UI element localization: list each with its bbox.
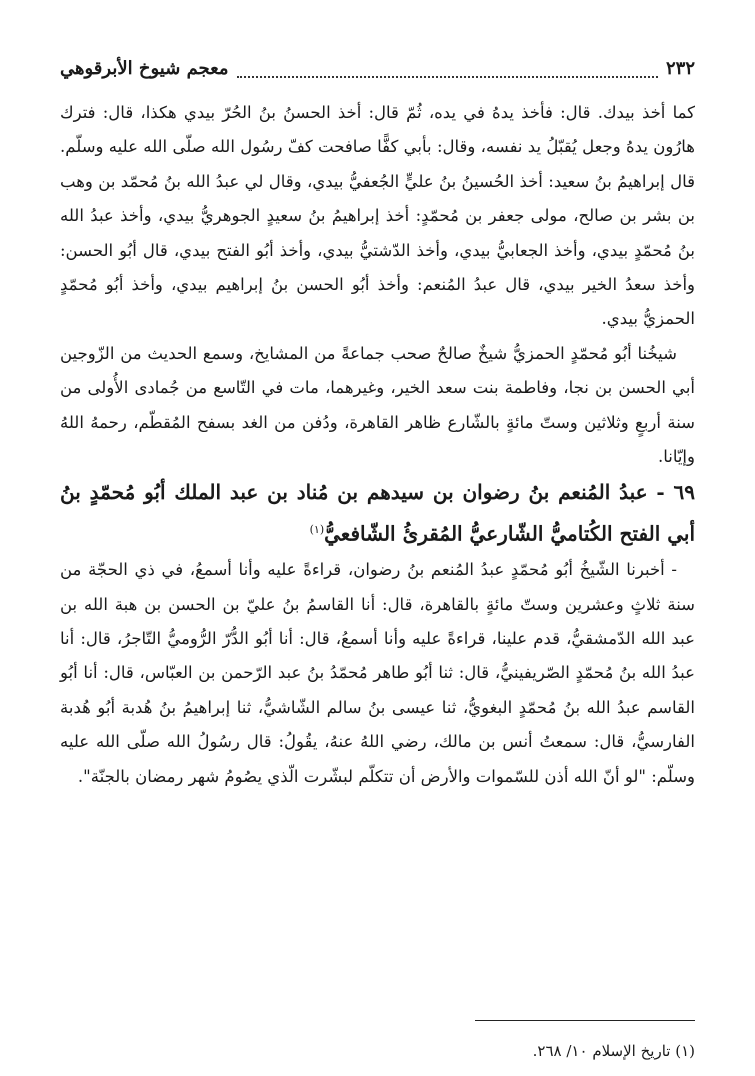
- running-title: معجم شيوخ الأبرقوهي: [60, 58, 229, 79]
- body-paragraph-3: - أخبرنا الشّيخُ أبُو مُحمّدٍ عبدُ المُنعم بنُ رضوان، قراءةً عليه وأنا أسمعُ، في ذي الحجّة من سنة ثلاثٍ وعشرين وستّ مائةٍ بالقاهرة، قال: أنا القاسمُ بنُ عليّ بن الحسن بن هبة الله بن عبد الله الدّمشقيُّ، قدم علينا، قراءةً عليه وأنا أسمعُ، قال: أنا أبُو الدُّرّ الرُّوميُّ التّاجرُ، قال: أنا عبدُ الله بنُ مُحمّدٍ الصّريفينيُّ، قال: ثنا أبُو طاهر مُحمّدُ بنُ عبد الرّحمن بن العبّاس، قال: أنا أبُو القاسم عبدُ الله بنُ مُحمّدٍ البغويُّ، ثنا عيسى بنُ سالم الشّاشيُّ، ثنا إبراهيمُ بنُ هُدبة أبُو هُدبة الفارسيُّ، قال: سمعتُ أنس بن مالك، رضي اللهُ عنهُ، يقُولُ: قال رسُولُ الله صلّى الله عليه وسلّم: "لو أنّ الله أذن للسّموات والأرض أن تتكلّم لبشّرت الّذي يصُومُ شهر رمضان بالجنّة".: [60, 560, 695, 786]
- footnote-marker: (١): [309, 523, 325, 537]
- page-header: [60, 52, 695, 86]
- page-number: ٢٣٢: [665, 58, 695, 79]
- footnote-divider: [475, 1020, 695, 1021]
- page-body: [60, 96, 695, 794]
- footnote: (١) تاريخ الإسلام ١٠/ ٢٦٨.: [532, 1042, 695, 1060]
- body-paragraph-1: كما أخذ بيدك. قال: فأخذ يدهُ في يده، ثُمّ قال: أخذ الحسنُ بنُ الحُرّ بيدي هكذا، قال: فترك هارُون يدهُ وجعل يُقبّلُ يد نفسه، وقال: بأبي كفًّا صافحت كفّ رسُول الله صلّى الله عليه وسلّم. قال إبراهيمُ بنُ سعيد: أخذ الحُسينُ بنُ عليٍّ الجُعفيُّ بيدي، وقال لي عبدُ الله بنُ مُحمّد بن وهب بن بشر بن صالح، مولى جعفر بن مُحمّدٍ: أخذ إبراهيمُ بنُ سعيدٍ الجوهريُّ بيدي، وأخذ عبدُ الله بنُ مُحمّدٍ بيدي، وأخذ الجعابيُّ بيدي، وأخذ الدّشتيُّ بيدي، وأخذ أبُو الفتح بيدي، قال أبُو الحسن: وأخذ سعدُ الخير بيدي، قال عبدُ المُنعم: وأخذ أبُو الحسن بنُ إبراهيم بيدي، وأخذ أبُو مُحمّدٍ الحمزيُّ بيدي.: [60, 103, 695, 329]
- body-paragraph-2: شيخُنا أبُو مُحمّدٍ الحمزيُّ شيخٌ صالحٌ صحب جماعةً من المشايخ، وسمع الحديث من الزّوجين أبي الحسن بن نجا، وفاطمة بنت سعد الخير، وغيرهما، مات في التّاسع من جُمادى الأُولى من سنة أربعٍ وثلاثين وستّ مائةٍ بالشّارع ظاهر القاهرة، ودُفن من الغد بسفح المُقطّم، رحمهُ اللهُ وإيّانا.: [60, 343, 695, 467]
- header-dot-leader: [237, 60, 658, 78]
- entry-heading-text: ٦٩ - عبدُ المُنعم بنُ رضوان بن سيدهم بن مُناد بن عبد الملك أبُو مُحمّدٍ بنُ أبي الفتح الكُتاميُّ الشّارعيُّ المُقرئُ الشّافعيُّ: [60, 480, 695, 547]
- entry-heading: [60, 474, 695, 553]
